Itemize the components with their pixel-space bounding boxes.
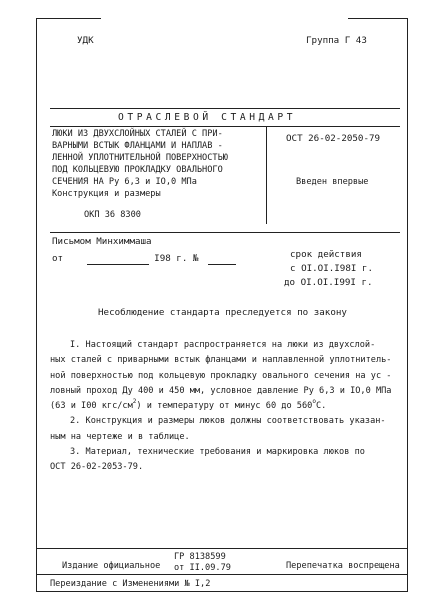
footer-rule-bottom bbox=[36, 574, 408, 575]
gr-date: от II.09.79 bbox=[174, 563, 231, 573]
paragraph-line: ной поверхностью под кольцевую прокладку овального сечения на ус - bbox=[50, 370, 392, 381]
letter-separator bbox=[50, 232, 400, 233]
no-reprint-label: Перепечатка воспрещена bbox=[286, 561, 400, 571]
okp-code: ОКП 36 8300 bbox=[84, 210, 141, 220]
standard-rule-top bbox=[50, 108, 400, 109]
paragraph-line: 2. Конструкция и размеры люков должны соответствовать указан- bbox=[70, 416, 386, 427]
paragraph-text: (63 и I00 кгс/см bbox=[50, 401, 133, 412]
title-line: ЛЕННОЙ УПЛОТНИТЕЛЬНОЙ ПОВЕРХНОСТЬЮ bbox=[52, 153, 228, 163]
paragraph-line: 3. Материал, технические требования и маркировка люков по bbox=[70, 447, 365, 458]
paragraph-line: ным на чертеже и в таблице. bbox=[50, 431, 190, 442]
letter-date-blank bbox=[87, 264, 149, 265]
letter-number-blank bbox=[208, 264, 236, 265]
title-line: Конструкция и размеры bbox=[52, 189, 161, 199]
standard-rule-bottom bbox=[50, 126, 400, 127]
udk-label: УДК bbox=[77, 35, 94, 46]
document-frame bbox=[36, 18, 408, 592]
title-line: ЛЮКИ ИЗ ДВУХСЛОЙНЫХ СТАЛЕЙ С ПРИ- bbox=[52, 129, 223, 139]
paragraph-text: ) и температуру от минус 60 до 560 bbox=[136, 401, 313, 412]
title-line: ВАРНЫМИ ВСТЫК ФЛАНЦАМИ И НАПЛАВ - bbox=[52, 141, 223, 151]
reissue-label: Переиздание с Изменениями № I,2 bbox=[50, 579, 211, 589]
paragraph-line: ОСТ 26-02-2053-79. bbox=[50, 462, 144, 473]
frame-top-right bbox=[348, 18, 408, 19]
degree-symbol: o bbox=[312, 398, 316, 406]
group-label: Группа Г 43 bbox=[306, 35, 367, 46]
letter-year-label: I98 г. № bbox=[154, 253, 199, 264]
title-block bbox=[52, 128, 228, 200]
gr-number: ГР 8138599 bbox=[174, 552, 226, 562]
introduced-label: Введен впервые bbox=[296, 177, 369, 187]
letter-date-line bbox=[52, 252, 236, 265]
title-line: СЕЧЕНИЯ НА Ру 6,3 и IO,0 МПа bbox=[52, 177, 197, 187]
title-divider bbox=[266, 126, 267, 224]
paragraph-line: ных сталей с приварными встык фланцами и наплавленной уплотнитель- bbox=[50, 355, 392, 366]
edition-label: Издание официальное bbox=[62, 561, 161, 571]
validity-to: до OI.OI.I99I г. bbox=[284, 277, 373, 288]
superscript: 2 bbox=[132, 398, 137, 406]
standard-type: ОТРАСЛЕВОЙ СТАНДАРТ bbox=[118, 112, 297, 123]
validity-from: с OI.OI.I98I г. bbox=[290, 263, 373, 274]
letter-from-label: от bbox=[52, 253, 64, 264]
paragraph-line: ловный проход Ду 400 и 450 мм, условное давление Ру 6,3 и IO,0 МПа bbox=[50, 385, 392, 396]
standard-code: ОСТ 26-02-2050-79 bbox=[286, 133, 381, 144]
paragraph-line: I. Настоящий стандарт распространяется на люки из двухслой- bbox=[70, 340, 376, 350]
paragraph-text: C. bbox=[315, 401, 327, 412]
title-line: ПОД КОЛЬЦЕВУЮ ПРОКЛАДКУ ОВАЛЬНОГО bbox=[52, 165, 223, 175]
frame-top-left bbox=[36, 18, 101, 19]
letter-line: Письмом Минхиммаша bbox=[52, 236, 152, 247]
validity-label: срок действия bbox=[290, 249, 362, 260]
paragraph-1 bbox=[50, 338, 400, 476]
paragraph-line bbox=[50, 399, 400, 414]
footer-rule-top bbox=[36, 548, 408, 549]
legal-warning: Несоблюдение стандарта преследуется по закону bbox=[98, 307, 347, 318]
